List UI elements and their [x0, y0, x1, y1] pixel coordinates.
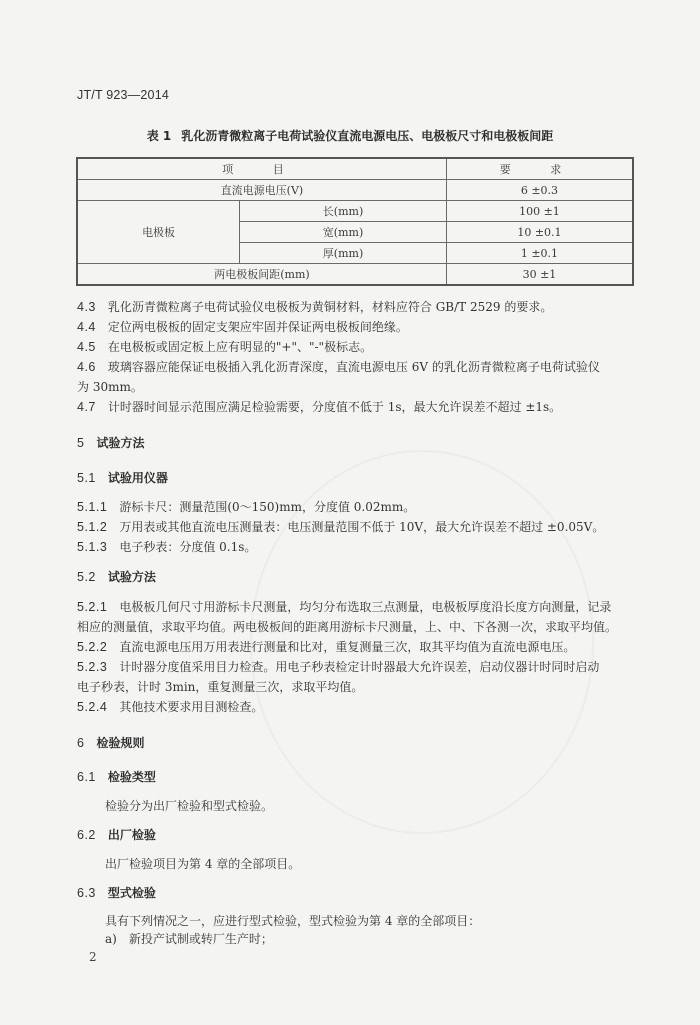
- clause-5-1-2: 5.1.2 万用表或其他直流电压测量表：电压测量范围不低于 10V，最大允许误差不超过 ±0.05V。: [77, 520, 605, 534]
- cell-value: 30 ±1: [446, 264, 633, 286]
- section-6-3-heading: 6.3 型式检验: [77, 886, 156, 900]
- standard-code: JT/T 923—2014: [77, 88, 170, 102]
- clause-5-1-1: 5.1.1 游标卡尺：测量范围(0～150)mm，分度值 0.02mm。: [77, 500, 416, 514]
- clause-5-2-3-cont: 电子秒表，计时 3min，重复测量三次，求取平均值。: [77, 680, 364, 694]
- clause-5-2-1: 5.2.1 电极板几何尺寸用游标卡尺测量，均匀分布选取三点测量，电极板厚度沿长度方向测量，记录: [77, 600, 612, 614]
- clause-5-2-2: 5.2.2 直流电源电压用万用表进行测量和比对，重复测量三次，取其平均值为直流电源电压。: [77, 640, 576, 654]
- section-5-2-heading: 5.2 试验方法: [77, 570, 156, 584]
- paragraph-6-1: 检验分为出厂检验和型式检验。: [105, 799, 274, 813]
- list-marker: a): [105, 932, 117, 946]
- cell-sub: 宽(mm): [240, 222, 447, 243]
- clause-4-6-cont: 为 30mm。: [77, 380, 143, 394]
- table-row: [77, 264, 633, 286]
- clause-4-7: 4.7 计时器时间显示范围应满足检验需要，分度值不低于 1s，最大允许误差不超过 ±1s。: [77, 400, 562, 414]
- section-5-1-heading: 5.1 试验用仪器: [77, 471, 168, 485]
- list-item-a: a) 新投产试制或转厂生产时；: [105, 932, 273, 946]
- section-6-1-heading: 6.1 检验类型: [77, 770, 156, 784]
- clause-5-2-4: 5.2.4 其他技术要求用目测检查。: [77, 700, 264, 714]
- clause-4-6: 4.6 玻璃容器应能保证电极插入乳化沥青深度，直流电源电压 6V 的乳化沥青微粒离子电荷试验仪: [77, 360, 600, 374]
- cell-group: 电极板: [77, 201, 240, 264]
- cell-sub: 长(mm): [240, 201, 447, 222]
- header-item: 项 目: [77, 158, 446, 180]
- paragraph-6-2: 出厂检验项目为第 4 章的全部项目。: [105, 857, 301, 871]
- table-row: [77, 201, 633, 222]
- cell-value: 100 ±1: [446, 201, 633, 222]
- table-title: 乳化沥青微粒离子电荷试验仪直流电源电压、电极板尺寸和电极板间距: [181, 129, 554, 143]
- clause-5-2-3: 5.2.3 计时器分度值采用目力检查。用电子秒表检定计时器最大允许误差，启动仪器计时同时启动: [77, 660, 600, 674]
- spec-table: [76, 157, 634, 286]
- cell-value: 6 ±0.3: [446, 180, 633, 201]
- table-caption: [0, 127, 700, 144]
- clause-4-3: 4.3 乳化沥青微粒离子电荷试验仪电极板为黄铜材料，材料应符合 GB/T 2529 的要求。: [77, 300, 553, 314]
- cell-value: 10 ±0.1: [446, 222, 633, 243]
- clause-4-5: 4.5 在电极板或固定板上应有明显的"+"、"-"极标志。: [77, 340, 373, 354]
- header-requirement: 要 求: [446, 158, 633, 180]
- table-number: 表 1: [146, 129, 172, 143]
- section-5-heading: 5 试验方法: [77, 436, 145, 450]
- cell-value: 1 ±0.1: [446, 243, 633, 264]
- section-6-2-heading: 6.2 出厂检验: [77, 828, 156, 842]
- cell-item: 两电极板间距(mm): [77, 264, 446, 286]
- clause-4-4: 4.4 定位两电极板的固定支架应牢固并保证两电极板间绝缘。: [77, 320, 408, 334]
- section-6-heading: 6 检验规则: [77, 736, 145, 750]
- page-number: 2: [89, 950, 97, 964]
- cell-item: 直流电源电压(V): [77, 180, 446, 201]
- table-row: [77, 180, 633, 201]
- table-header-row: [77, 158, 633, 180]
- paragraph-6-3: 具有下列情况之一，应进行型式检验，型式检验为第 4 章的全部项目：: [105, 914, 481, 928]
- clause-5-1-3: 5.1.3 电子秒表：分度值 0.1s。: [77, 540, 257, 554]
- cell-sub: 厚(mm): [240, 243, 447, 264]
- clause-5-2-1-cont: 相应的测量值，求取平均值。两电极板间的距离用游标卡尺测量，上、中、下各测一次，求取平均值。: [77, 620, 618, 634]
